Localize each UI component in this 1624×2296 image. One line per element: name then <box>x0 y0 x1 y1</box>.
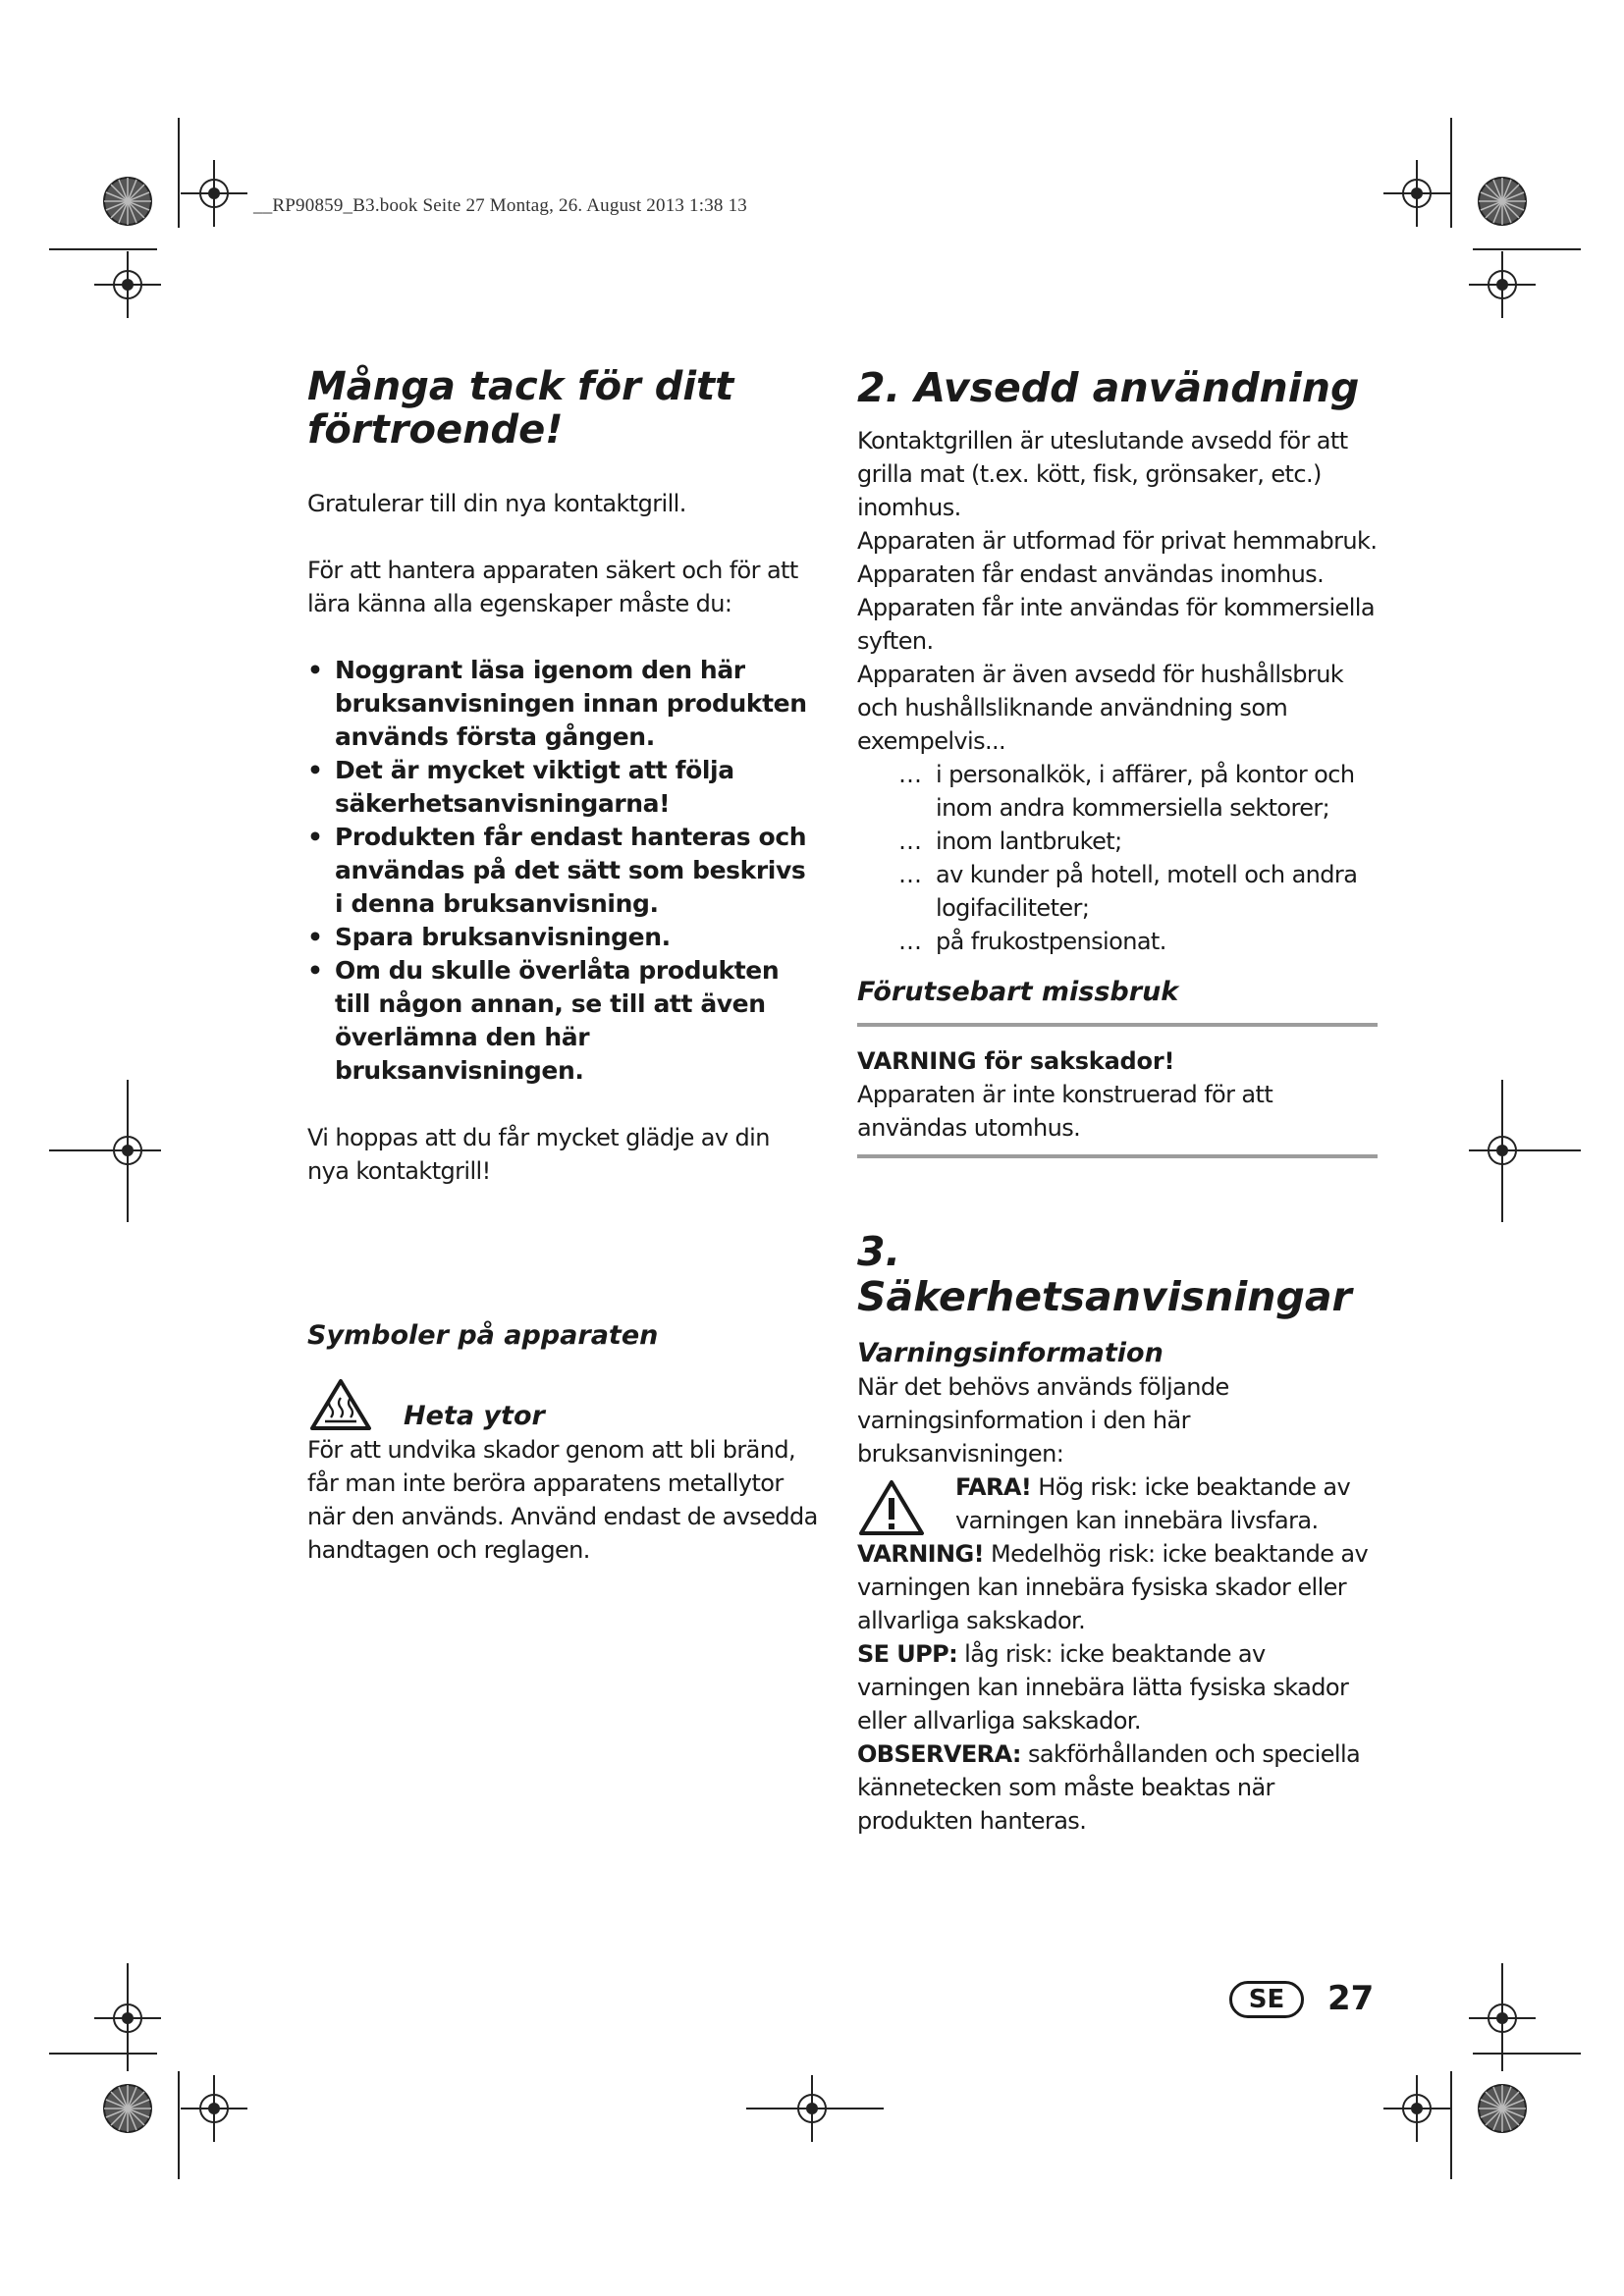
list-item: • Om du skulle överlåta produkten till någon annan, se till att även överlämna den här bruksanvisningen. <box>307 954 813 1088</box>
varning-label: VARNING! <box>857 1540 984 1568</box>
misuse-heading: Förutsebart missbruk <box>857 977 1179 1007</box>
list-item: • Produkten får endast hanteras och användas på det sätt som beskrivs i denna bruksanvisning. <box>307 821 813 921</box>
congrats-text: Gratulerar till din nya kontaktgrill. <box>307 490 686 517</box>
warning-info-intro: När det behövs används följande varningsinformation i den här bruksanvisningen: <box>857 1373 1229 1468</box>
page-number: 27 <box>1327 1979 1375 2018</box>
hot-surfaces-text: För att undvika skador genom att bli bränd, får man inte beröra apparatens metallytor när den används. Använd endast de avsedda handtagen och reglagen. <box>307 1436 818 1564</box>
hot-surface-block <box>307 1378 818 1567</box>
hot-surfaces-heading: Heta ytor <box>404 1401 545 1431</box>
note-label: OBSERVERA: <box>857 1740 1021 1768</box>
country-badge: SE <box>1229 1981 1304 2018</box>
usage-examples-list <box>857 758 1378 958</box>
s2-paragraph: Kontaktgrillen är uteslutande avsedd för att grilla mat (t.ex. kött, fisk, grönsaker, etc.) inomhus. <box>857 427 1348 521</box>
hot-surface-icon <box>309 1378 372 1431</box>
list-item: … på frukostpensionat. <box>898 925 1378 958</box>
warning-text: Apparaten är inte konstruerad för att användas utomhus. <box>857 1081 1273 1142</box>
section-3-title: 3. Säkerhetsanvisningar <box>857 1228 1352 1320</box>
print-file-header: __RP90859_B3.book Seite 27 Montag, 26. August 2013 1:38 13 <box>253 195 747 216</box>
note-text: sakförhållanden och speciella kännetecken som måste beaktas när produkten hanteras. <box>857 1740 1361 1835</box>
list-item: … av kunder på hotell, motell och andra logifaciliteter; <box>898 858 1378 925</box>
list-item: • Noggrant läsa igenom den här bruksanvisningen innan produkten används första gången. <box>307 654 813 754</box>
danger-text: Hög risk: icke beaktande av varningen kan innebära livsfara. <box>955 1473 1351 1534</box>
right-column <box>857 365 1378 1838</box>
danger-block <box>857 1470 1378 1537</box>
symbols-heading: Symboler på apparaten <box>307 1320 659 1351</box>
danger-label: FARA! <box>955 1473 1032 1501</box>
requirements-list <box>307 654 813 1088</box>
list-item: • Det är mycket viktigt att följa säkerhetsanvisningarna! <box>307 754 813 821</box>
closing-text: Vi hoppas att du får mycket glädje av din nya kontaktgrill! <box>307 1124 770 1185</box>
warning-info-heading: Varningsinformation <box>857 1338 1164 1368</box>
warning-triangle-icon <box>857 1478 926 1537</box>
left-column <box>307 365 818 1567</box>
section-2-title: 2. Avsedd användning <box>857 364 1360 411</box>
caution-text: låg risk: icke beaktande av varningen kan innebära lätta fysiska skador eller allvarliga sakskador. <box>857 1640 1349 1735</box>
caution-label: SE UPP: <box>857 1640 958 1668</box>
s2-paragraph: Apparaten är utformad för privat hemmabruk. Apparaten får endast användas inomhus. <box>857 527 1378 588</box>
varning-text: Medelhög risk: icke beaktande av varningen kan innebära fysiska skador eller allvarliga sakskador. <box>857 1540 1369 1634</box>
s2-paragraph: Apparaten får inte användas för kommersiella syften. <box>857 594 1375 655</box>
list-item: … i personalkök, i affärer, på kontor och inom andra kommersiella sektorer; <box>898 758 1378 825</box>
warning-title: VARNING för sakskador! <box>857 1047 1175 1075</box>
page-title: Många tack för ditt förtroende! <box>307 364 734 453</box>
s2-paragraph: Apparaten är även avsedd för hushållsbruk och hushållsliknande användning som exempelvis... <box>857 661 1344 755</box>
list-item: • Spara bruksanvisningen. <box>307 921 813 954</box>
property-damage-warning <box>857 1023 1378 1158</box>
intro-text: För att hantera apparaten säkert och för att lära känna alla egenskaper måste du: <box>307 557 798 617</box>
list-item: … inom lantbruket; <box>898 825 1378 858</box>
